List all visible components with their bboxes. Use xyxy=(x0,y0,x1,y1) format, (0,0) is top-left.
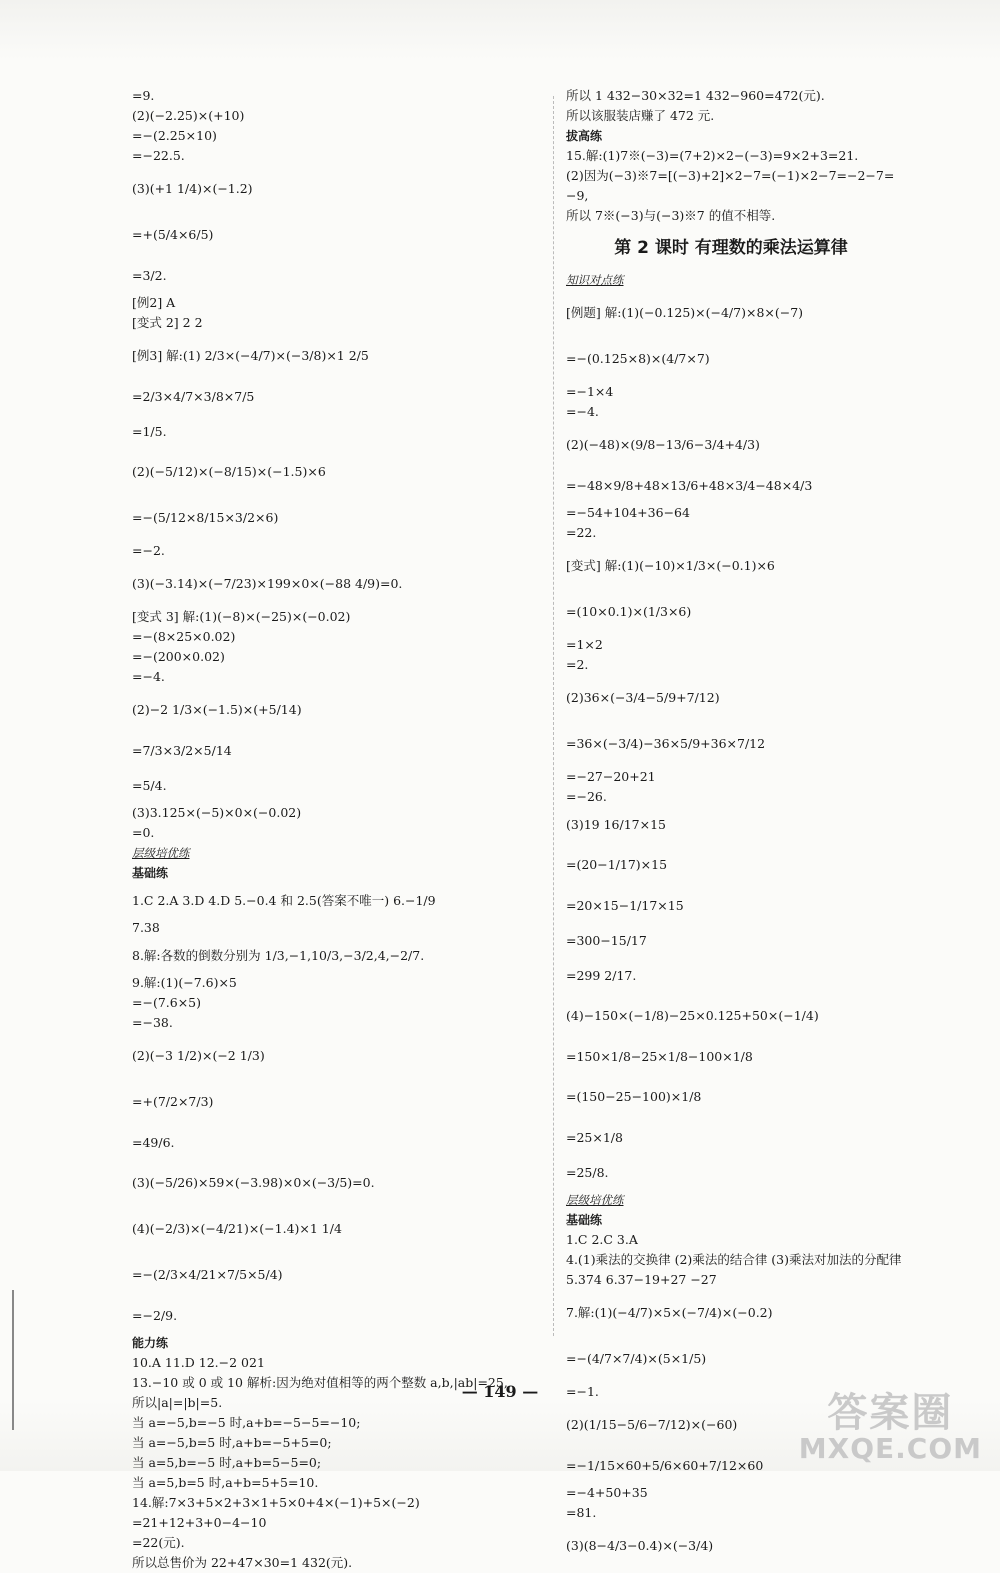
solution-line: =−(4/7×7/4)×(5×1/5) xyxy=(566,1351,707,1366)
solution-line: 9.解:(1)(−7.6)×5 xyxy=(132,975,237,990)
solution-line: 1.C 2.A 3.D 4.D 5.−0.4 和 2.5(答案不唯一) 6.−1/9 xyxy=(132,893,436,908)
solution-line: 13.−10 或 0 或 10 解析:因为绝对值相等的两个整数 a,b,|ab|=25, xyxy=(132,1375,508,1390)
subsection-heading: 基础练 xyxy=(132,866,169,880)
solution-line: =−27−20+21 xyxy=(566,769,656,784)
solution-line: =−1/15×60+5/6×60+7/12×60 xyxy=(566,1458,764,1473)
solution-line: (3)(+1 1/4)×(−1.2) xyxy=(132,181,253,196)
solution-line: =−1×4 xyxy=(566,384,614,399)
solution-line: (3)19 16/17×15 xyxy=(566,817,666,832)
solution-line: =150×1/8−25×1/8−100×1/8 xyxy=(566,1049,753,1064)
solution-line: =−1. xyxy=(566,1384,599,1399)
solution-line: =1×2 xyxy=(566,637,603,652)
solution-line: =2/3×4/7×3/8×7/5 xyxy=(132,389,255,404)
column-divider xyxy=(553,96,554,1336)
solution-line: 5.374 6.37−19+27 −27 xyxy=(566,1272,717,1287)
solution-line: [例3] 解:(1) 2/3×(−4/7)×(−3/8)×1 2/5 xyxy=(132,348,369,363)
solution-line: (2)36×(−3/4−5/9+7/12) xyxy=(566,690,720,705)
solution-line: =−54+104+36−64 xyxy=(566,505,690,520)
solution-line: =(20−1/17)×15 xyxy=(566,857,668,872)
solution-line: [例题] 解:(1)(−0.125)×(−4/7)×8×(−7) xyxy=(566,305,804,320)
solution-line: =0. xyxy=(132,825,155,840)
solution-line: (2)(−2.25)×(+10) xyxy=(132,108,245,123)
solution-line: =25×1/8 xyxy=(566,1130,623,1145)
solution-line: =22(元). xyxy=(132,1535,185,1550)
solution-line: =−4+50+35 xyxy=(566,1485,648,1500)
right-column xyxy=(566,86,902,1569)
solution-line: (3)3.125×(−5)×0×(−0.02) xyxy=(132,805,302,820)
solution-line: =−(200×0.02) xyxy=(132,649,225,664)
solution-line: 4.(1)乘法的交换律 (2)乘法的结合律 (3)乘法对加法的分配律 xyxy=(566,1252,902,1267)
watermark xyxy=(798,1389,982,1465)
solution-line: =+(7/2×7/3) xyxy=(132,1094,214,1109)
solution-line: (2)(1/15−5/6−7/12)×(−60) xyxy=(566,1417,738,1432)
solution-line: [变式 2] 2 2 xyxy=(132,315,203,330)
subsection-heading: 拔高练 xyxy=(566,129,603,143)
solution-line: (2)(−5/12)×(−8/15)×(−1.5)×6 xyxy=(132,464,326,479)
solution-line: 当 a=5,b=5 时,a+b=5+5=10. xyxy=(132,1475,319,1490)
solution-line: =7/3×3/2×5/14 xyxy=(132,743,232,758)
solution-line: 7.38 xyxy=(132,920,160,935)
solution-line: =−2. xyxy=(132,543,165,558)
solution-line: [例2] A xyxy=(132,295,176,310)
solution-line: =−22.5. xyxy=(132,148,185,163)
section-heading: 知识对点练 xyxy=(566,273,624,287)
solution-line: 所以总售价为 22+47×30=1 432(元). xyxy=(132,1555,353,1570)
solution-line: 所以|a|=|b|=5. xyxy=(132,1395,223,1410)
solution-line: =−48×9/8+48×13/6+48×3/4−48×4/3 xyxy=(566,478,813,493)
solution-line: =−4. xyxy=(132,669,165,684)
solution-line: =5/4. xyxy=(132,778,167,793)
solution-line: =300−15/17 xyxy=(566,933,647,948)
solution-line: =9. xyxy=(132,88,155,103)
solution-line: =−(2.25×10) xyxy=(132,128,217,143)
solution-line: =1/5. xyxy=(132,424,167,439)
binding-edge-mark xyxy=(12,1290,14,1430)
solution-line: =−(0.125×8)×(4/7×7) xyxy=(566,351,710,366)
page-number: — 149 — xyxy=(461,1382,539,1401)
solution-line: 7.解:(1)(−4/7)×5×(−7/4)×(−0.2) xyxy=(566,1305,773,1320)
solution-line: =(10×0.1)×(1/3×6) xyxy=(566,604,692,619)
solution-line: =36×(−3/4)−36×5/9+36×7/12 xyxy=(566,736,766,751)
solution-line: =−(2/3×4/21×7/5×5/4) xyxy=(132,1267,283,1282)
solution-line: =−26. xyxy=(566,789,607,804)
left-column xyxy=(132,86,532,1573)
solution-line: =−(7.6×5) xyxy=(132,995,202,1010)
subsection-heading: 能力练 xyxy=(132,1336,169,1350)
solution-line: 14.解:7×3+5×2+3×1+5×0+4×(−1)+5×(−2) xyxy=(132,1495,420,1510)
solution-line: (2)(−48)×(9/8−13/6−3/4+4/3) xyxy=(566,437,760,452)
solution-line: 当 a=−5,b=−5 时,a+b=−5−5=−10; xyxy=(132,1415,361,1430)
solution-line: 1.C 2.C 3.A xyxy=(566,1232,638,1247)
solution-line: 所以 7※(−3)与(−3)※7 的值不相等. xyxy=(566,208,776,223)
lesson-title: 第 2 课时 有理数的乘法运算律 xyxy=(614,238,848,258)
solution-line: =−2/9. xyxy=(132,1308,178,1323)
solution-line: 所以该服装店赚了 472 元. xyxy=(566,108,715,123)
solution-line: =299 2/17. xyxy=(566,968,637,983)
solution-line: (4)(−2/3)×(−4/21)×(−1.4)×1 1/4 xyxy=(132,1221,342,1236)
section-heading: 层级培优练 xyxy=(566,1193,624,1207)
solution-line: =3/2. xyxy=(132,268,167,283)
solution-line: =81. xyxy=(566,1505,597,1520)
solution-line: [变式] 解:(1)(−10)×1/3×(−0.1)×6 xyxy=(566,558,775,573)
watermark-line2: MXQE.COM xyxy=(798,1431,982,1465)
solution-line: (3)(8−4/3−0.4)×(−3/4) xyxy=(566,1538,714,1553)
solution-line: (2)(−3 1/2)×(−2 1/3) xyxy=(132,1048,265,1063)
solution-line: 10.A 11.D 12.−2 021 xyxy=(132,1355,265,1370)
solution-line: (2)−2 1/3×(−1.5)×(+5/14) xyxy=(132,702,302,717)
solution-line: 当 a=5,b=−5 时,a+b=5−5=0; xyxy=(132,1455,322,1470)
solution-line: =(150−25−100)×1/8 xyxy=(566,1089,702,1104)
solution-line: =−(8×25×0.02) xyxy=(132,629,236,644)
solution-line: =+(5/4×6/5) xyxy=(132,227,214,242)
solution-line: 所以 1 432−30×32=1 432−960=472(元). xyxy=(566,88,825,103)
solution-line: =21+12+3+0−4−10 xyxy=(132,1515,267,1530)
solution-line: =49/6. xyxy=(132,1135,175,1150)
solution-line: −9, xyxy=(566,188,589,203)
solution-line: (3)(−3.14)×(−7/23)×199×0×(−88 4/9)=0. xyxy=(132,576,403,591)
section-heading: 层级培优练 xyxy=(132,846,190,860)
solution-line: =22. xyxy=(566,525,597,540)
solution-line: =−(5/12×8/15×3/2×6) xyxy=(132,510,279,525)
subsection-heading: 基础练 xyxy=(566,1213,603,1227)
watermark-line1: 答案圈 xyxy=(827,1389,954,1436)
solution-line: =20×15−1/17×15 xyxy=(566,898,684,913)
solution-line: =2. xyxy=(566,657,589,672)
solution-line: =25/8. xyxy=(566,1165,609,1180)
solution-line: (3)(−5/26)×59×(−3.98)×0×(−3/5)=0. xyxy=(132,1175,375,1190)
solution-line: (2)因为(−3)※7=[(−3)+2]×2−7=(−1)×2−7=−2−7= xyxy=(566,168,895,183)
solution-line: 当 a=−5,b=5 时,a+b=−5+5=0; xyxy=(132,1435,332,1450)
solution-line: [变式 3] 解:(1)(−8)×(−25)×(−0.02) xyxy=(132,609,351,624)
solution-line: =−38. xyxy=(132,1015,173,1030)
solution-line: =−4. xyxy=(566,404,599,419)
solution-line: 8.解:各数的倒数分别为 1/3,−1,10/3,−3/2,4,−2/7. xyxy=(132,948,425,963)
solution-line: 15.解:(1)7※(−3)=(7+2)×2−(−3)=9×2+3=21. xyxy=(566,148,859,163)
solution-line: (4)−150×(−1/8)−25×0.125+50×(−1/4) xyxy=(566,1008,819,1023)
